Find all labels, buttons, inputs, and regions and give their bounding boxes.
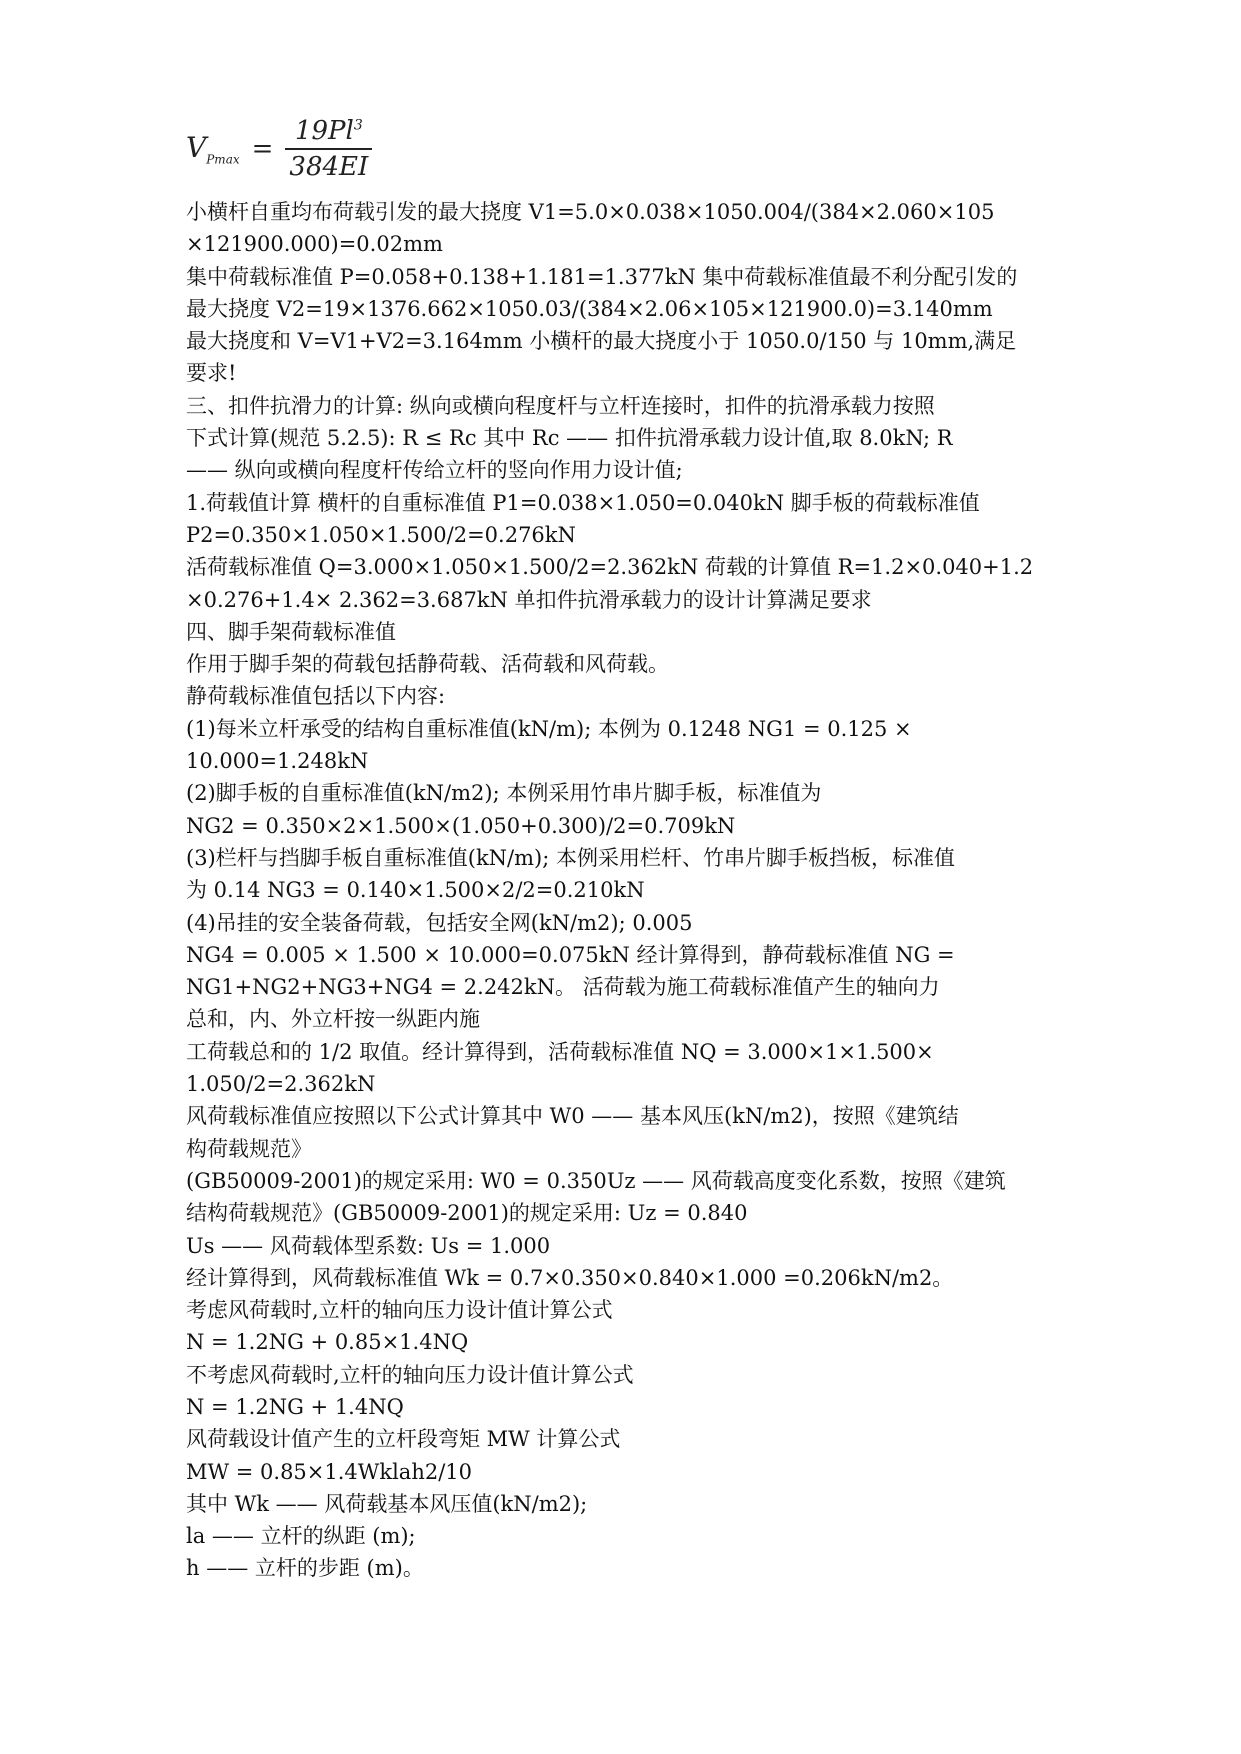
text-line: 1.050/2=2.362kN xyxy=(186,1072,376,1097)
text-line: N = 1.2NG + 0.85×1.4NQ xyxy=(186,1330,469,1355)
formula-lhs: $V_{Pmax}$ xyxy=(186,131,240,167)
text-line: 工荷载总和的 1/2 取值。经计算得到，活荷载标准值 NQ = 3.000×1×1.500× xyxy=(186,1039,934,1064)
text-line: (GB50009-2001)的规定采用: W0 = 0.350Uz —— 风荷载高度变化系数，按照《建筑 xyxy=(186,1168,1006,1193)
section-heading: 四、脚手架荷载标准值 xyxy=(186,619,396,644)
text-line: 最大挠度和 V=V1+V2=3.164mm 小横杆的最大挠度小于 1050.0/150 与 10mm,满足 xyxy=(186,329,1017,354)
text-line: (1)每米立杆承受的结构自重标准值(kN/m); 本例为 0.1248 NG1 = 0.125 × xyxy=(186,716,912,741)
text-line: h —— 立杆的步距 (m)。 xyxy=(186,1556,424,1581)
text-line: 考虑风荷载时,立杆的轴向压力设计值计算公式 xyxy=(186,1298,613,1323)
text-line: P2=0.350×1.050×1.500/2=0.276kN xyxy=(186,522,576,547)
text-line: 构荷载规范》 xyxy=(186,1136,312,1161)
formula-denominator: 384EI xyxy=(285,148,372,182)
text-line: N = 1.2NG + 1.4NQ xyxy=(186,1394,404,1419)
text-line: 下式计算(规范 5.2.5): R ≤ Rc 其中 Rc —— 扣件抗滑承载力设计值,取 8.0kN; R xyxy=(186,426,953,451)
formula-fraction xyxy=(285,116,372,182)
text-line: 最大挠度 V2=19×1376.662×1050.03/(384×2.06×105×121900.0)=3.140mm xyxy=(186,296,993,321)
text-line: 风荷载设计值产生的立杆段弯矩 MW 计算公式 xyxy=(186,1427,621,1452)
text-line: ×0.276+1.4× 2.362=3.687kN 单扣件抗滑承载力的设计计算满足要求 xyxy=(186,587,872,612)
formula-numerator: 19Pl$^3$ xyxy=(294,116,363,146)
text-line: 不考虑风荷载时,立杆的轴向压力设计值计算公式 xyxy=(186,1362,634,1387)
text-line: 其中 Wk —— 风荷载基本风压值(kN/m2); xyxy=(186,1491,588,1516)
text-line: NG2 = 0.350×2×1.500×(1.050+0.300)/2=0.709kN xyxy=(186,813,736,838)
body-text xyxy=(186,196,1076,1585)
text-line: MW = 0.85×1.4Wklah2/10 xyxy=(186,1459,473,1484)
text-line: 静荷载标准值包括以下内容: xyxy=(186,684,446,709)
text-line: 10.000=1.248kN xyxy=(186,749,369,774)
text-line: (4)吊挂的安全装备荷载，包括安全网(kN/m2); 0.005 xyxy=(186,910,693,935)
text-line: (2)脚手板的自重标准值(kN/m2); 本例采用竹串片脚手板，标准值为 xyxy=(186,781,822,806)
text-line: NG4 = 0.005 × 1.500 × 10.000=0.075kN 经计算得到，静荷载标准值 NG = xyxy=(186,942,955,967)
text-line: la —— 立杆的纵距 (m); xyxy=(186,1524,416,1549)
text-line: 活荷载标准值 Q=3.000×1.050×1.500/2=2.362kN 荷载的计算值 R=1.2×0.040+1.2 xyxy=(186,555,1034,580)
text-line: 为 0.14 NG3 = 0.140×1.500×2/2=0.210kN xyxy=(186,878,645,903)
text-line: (3)栏杆与挡脚手板自重标准值(kN/m); 本例采用栏杆、竹串片脚手板挡板，标准值 xyxy=(186,845,955,870)
formula-equals: = xyxy=(251,134,274,164)
text-line: Us —— 风荷载体型系数: Us = 1.000 xyxy=(186,1233,551,1258)
text-line: 1.荷载值计算 横杆的自重标准值 P1=0.038×1.050=0.040kN 脚手板的荷载标准值 xyxy=(186,490,980,515)
text-line: ×121900.000)=0.02mm xyxy=(186,232,443,257)
text-line: 要求! xyxy=(186,361,237,386)
text-line: 总和，内、外立杆按一纵距内施 xyxy=(186,1007,480,1032)
text-line: 集中荷载标准值 P=0.058+0.138+1.181=1.377kN 集中荷载标准值最不利分配引发的 xyxy=(186,264,1018,289)
text-line: 经计算得到，风荷载标准值 Wk = 0.7×0.350×0.840×1.000 =0.206kN/m2。 xyxy=(186,1265,954,1290)
text-line: 风荷载标准值应按照以下公式计算其中 W0 —— 基本风压(kN/m2)，按照《建筑结 xyxy=(186,1104,959,1129)
section-heading: 三、扣件抗滑力的计算: 纵向或横向程度杆与立杆连接时，扣件的抗滑承载力按照 xyxy=(186,393,935,418)
text-line: NG1+NG2+NG3+NG4 = 2.242kN。 活荷载为施工荷载标准值产生的轴向力 xyxy=(186,975,940,1000)
text-line: 小横杆自重均布荷载引发的最大挠度 V1=5.0×0.038×1050.004/(384×2.060×105 xyxy=(186,200,995,224)
text-line: 作用于脚手架的荷载包括静荷载、活荷载和风荷载。 xyxy=(186,652,669,677)
text-line: 结构荷载规范》(GB50009-2001)的规定采用: Uz = 0.840 xyxy=(186,1201,748,1226)
text-line: —— 纵向或横向程度杆传给立杆的竖向作用力设计值; xyxy=(186,458,683,483)
deflection-formula xyxy=(186,114,372,184)
